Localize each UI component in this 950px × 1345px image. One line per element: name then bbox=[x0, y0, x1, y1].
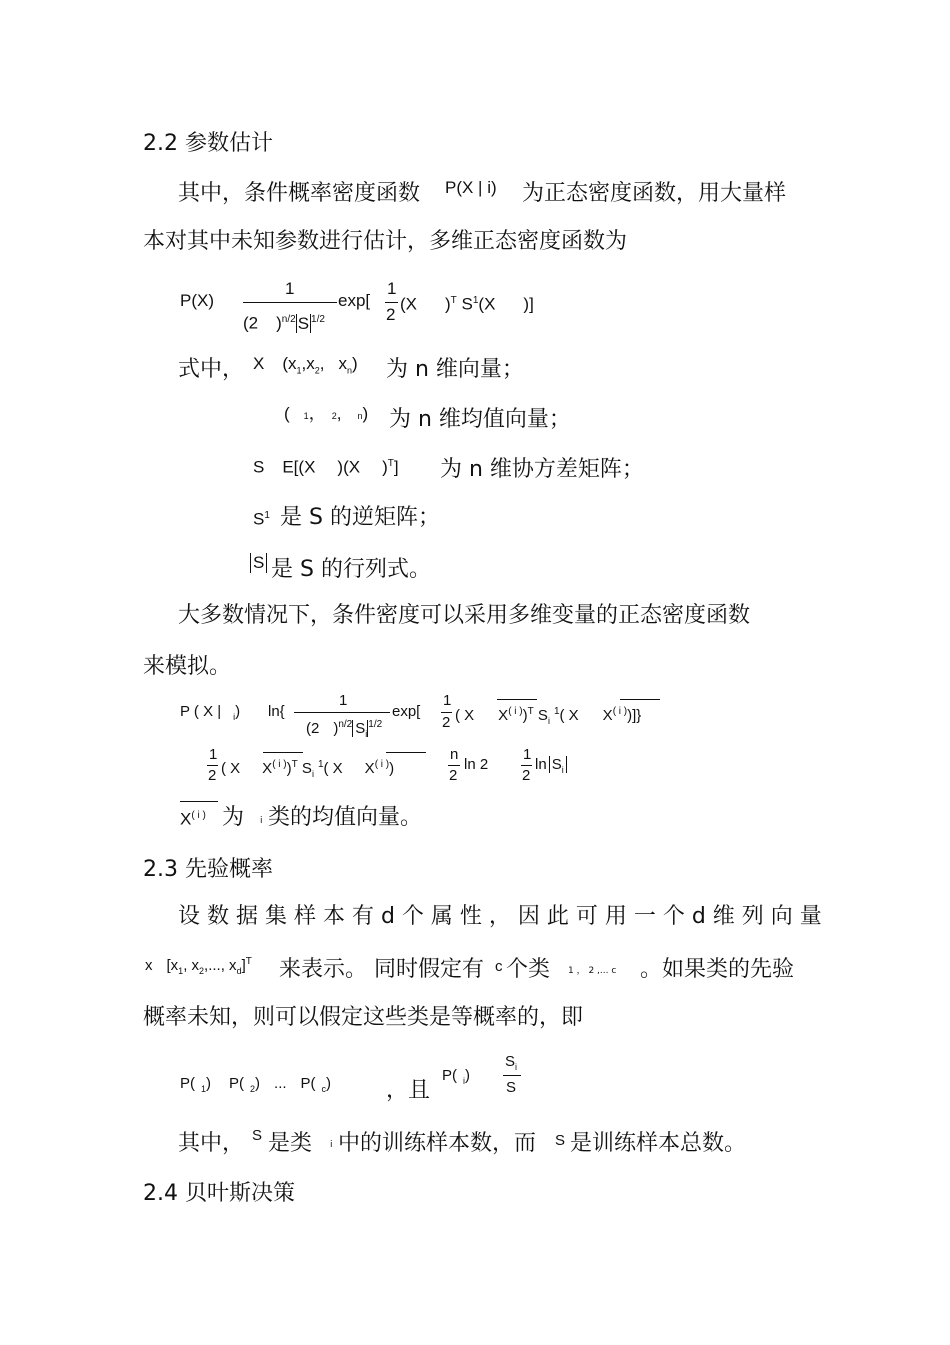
math-expr: S bbox=[252, 1127, 263, 1144]
para-text: 个类 bbox=[506, 957, 551, 982]
eq-rest: (X )$^T$ $S^1(X$ )] bbox=[400, 294, 534, 314]
fraction-bar bbox=[243, 302, 337, 303]
def-text: 为 n 维向量； bbox=[386, 357, 524, 382]
math-expr: $X^{( i )}$ bbox=[180, 809, 206, 829]
eq-frac-den: (2 )$^{n/2}$ S $^{1/2}$ bbox=[243, 313, 325, 333]
eq-exp: exp[ bbox=[392, 703, 421, 720]
para-text: 本对其中未知参数进行估计，多维正态密度函数为 bbox=[143, 229, 628, 254]
fraction-bar bbox=[441, 712, 452, 713]
eq-frac-den: S bbox=[506, 1079, 517, 1096]
eq-frac-den: (2 )$^{n/2}$ $S_i^{1/2}$ bbox=[306, 719, 383, 739]
def-text: 是 S 的逆矩阵； bbox=[280, 505, 440, 530]
eq-lhs: P(X) bbox=[180, 291, 214, 310]
para-text: 为 bbox=[222, 805, 245, 830]
para-text: ，且 bbox=[386, 1078, 431, 1103]
fraction-bar bbox=[385, 302, 398, 303]
overline bbox=[497, 699, 537, 700]
section-heading-2-3: 2.3 先验概率 bbox=[143, 857, 273, 882]
math-expr: P(X | i) bbox=[445, 178, 497, 197]
para-text: 来表示。 同时假定有 bbox=[279, 957, 484, 982]
para-text: 。如果类的先验 bbox=[640, 957, 795, 982]
math-sub: i bbox=[260, 816, 263, 826]
para-text: 来模拟。 bbox=[143, 654, 232, 679]
math-expr: S bbox=[555, 1132, 566, 1149]
para-text: 其中， bbox=[178, 1131, 245, 1156]
para-text: 其中，条件概率密度函数 bbox=[178, 181, 421, 206]
math-expr: X ($x_1,x_2$, $x_n$) bbox=[253, 354, 358, 376]
eq-lhs: P ( X | $_i$) bbox=[180, 703, 241, 722]
math-classes: 1 ， 2 ,... c bbox=[568, 966, 617, 976]
eq-half-den: 2 bbox=[208, 767, 217, 784]
eq-frac-num: 1 bbox=[339, 692, 348, 709]
para-text: 类的均值向量。 bbox=[268, 805, 423, 830]
section-heading-2-4: 2.4 贝叶斯决策 bbox=[143, 1181, 295, 1206]
eq-half-num: 1 bbox=[443, 692, 452, 709]
math-expr: P( $_i$) bbox=[442, 1067, 470, 1086]
math-expr: c bbox=[495, 958, 503, 975]
eq-ln-abs: $\ln S_i$ bbox=[535, 756, 567, 779]
eq-frac-num: 1 bbox=[285, 279, 295, 298]
fraction-bar bbox=[521, 765, 532, 766]
para-text: 是类 bbox=[268, 1131, 313, 1156]
eq-frac-num: $S_i$ bbox=[505, 1053, 518, 1072]
fraction-bar bbox=[503, 1075, 521, 1076]
eq-half-num: 1 bbox=[209, 746, 218, 763]
para-text: 为正态密度函数，用大量样 bbox=[522, 181, 787, 206]
eq-n-den: 2 bbox=[449, 767, 458, 784]
eq-half-den: 2 bbox=[522, 767, 531, 784]
para-text: 设 数 据 集 样 本 有 d 个 属 性 ， 因 此 可 用 一 个 d 维 列 向 量 bbox=[178, 904, 822, 929]
def-text: 是 S 的行列式。 bbox=[271, 557, 431, 582]
math-expr: $S^1$ bbox=[253, 509, 270, 529]
eq-ln: ln{ bbox=[268, 703, 285, 720]
fraction-bar bbox=[207, 765, 218, 766]
para-text: 是训练样本总数。 bbox=[570, 1131, 747, 1156]
math-expr: P( $_1$) P( $_2$) ... P( $_c$) bbox=[180, 1075, 332, 1094]
math-expr: ( 1， 2, n) bbox=[284, 404, 369, 423]
eq-half-den: 2 bbox=[442, 714, 451, 731]
overline bbox=[620, 699, 660, 700]
math-expr: S bbox=[250, 553, 267, 573]
para-text: 概率未知，则可以假定这些类是等概率的，即 bbox=[143, 1005, 584, 1030]
eq-half-den: 2 bbox=[386, 305, 396, 324]
eq-ln2: ln 2 bbox=[464, 756, 489, 773]
math-expr: S E[(X )(X )$^T$] bbox=[253, 457, 399, 477]
para-text: 中的训练样本数，而 bbox=[338, 1131, 537, 1156]
defs-prefix: 式中， bbox=[178, 357, 245, 382]
def-text: 为 n 维均值向量； bbox=[389, 407, 571, 432]
eq-n-num: n bbox=[450, 746, 459, 763]
eq-body: ( X $X^{( i )})^T$ $S_i^1$( X $X^{( i )}$) bbox=[221, 759, 395, 779]
math-sub: i bbox=[330, 1140, 333, 1150]
eq-exp: exp[ bbox=[338, 291, 371, 310]
overline bbox=[386, 752, 426, 753]
math-expr: x [$x_1$, $x_2$,..., $x_d]^T$ bbox=[145, 956, 252, 976]
def-text: 为 n 维协方差矩阵； bbox=[440, 457, 644, 482]
eq-body: ( X $X^{( i )})^T$ $S_i^1$( X $X^{( i )}$)]} bbox=[455, 706, 642, 726]
eq-half-num: 1 bbox=[387, 279, 397, 298]
section-heading-2-2: 2.2 参数估计 bbox=[143, 131, 273, 156]
fraction-bar bbox=[448, 765, 460, 766]
overline bbox=[263, 752, 303, 753]
para-text: 大多数情况下，条件密度可以采用多维变量的正态密度函数 bbox=[178, 603, 751, 628]
overline bbox=[180, 801, 218, 802]
fraction-bar bbox=[294, 712, 390, 713]
eq-half-num: 1 bbox=[523, 746, 532, 763]
